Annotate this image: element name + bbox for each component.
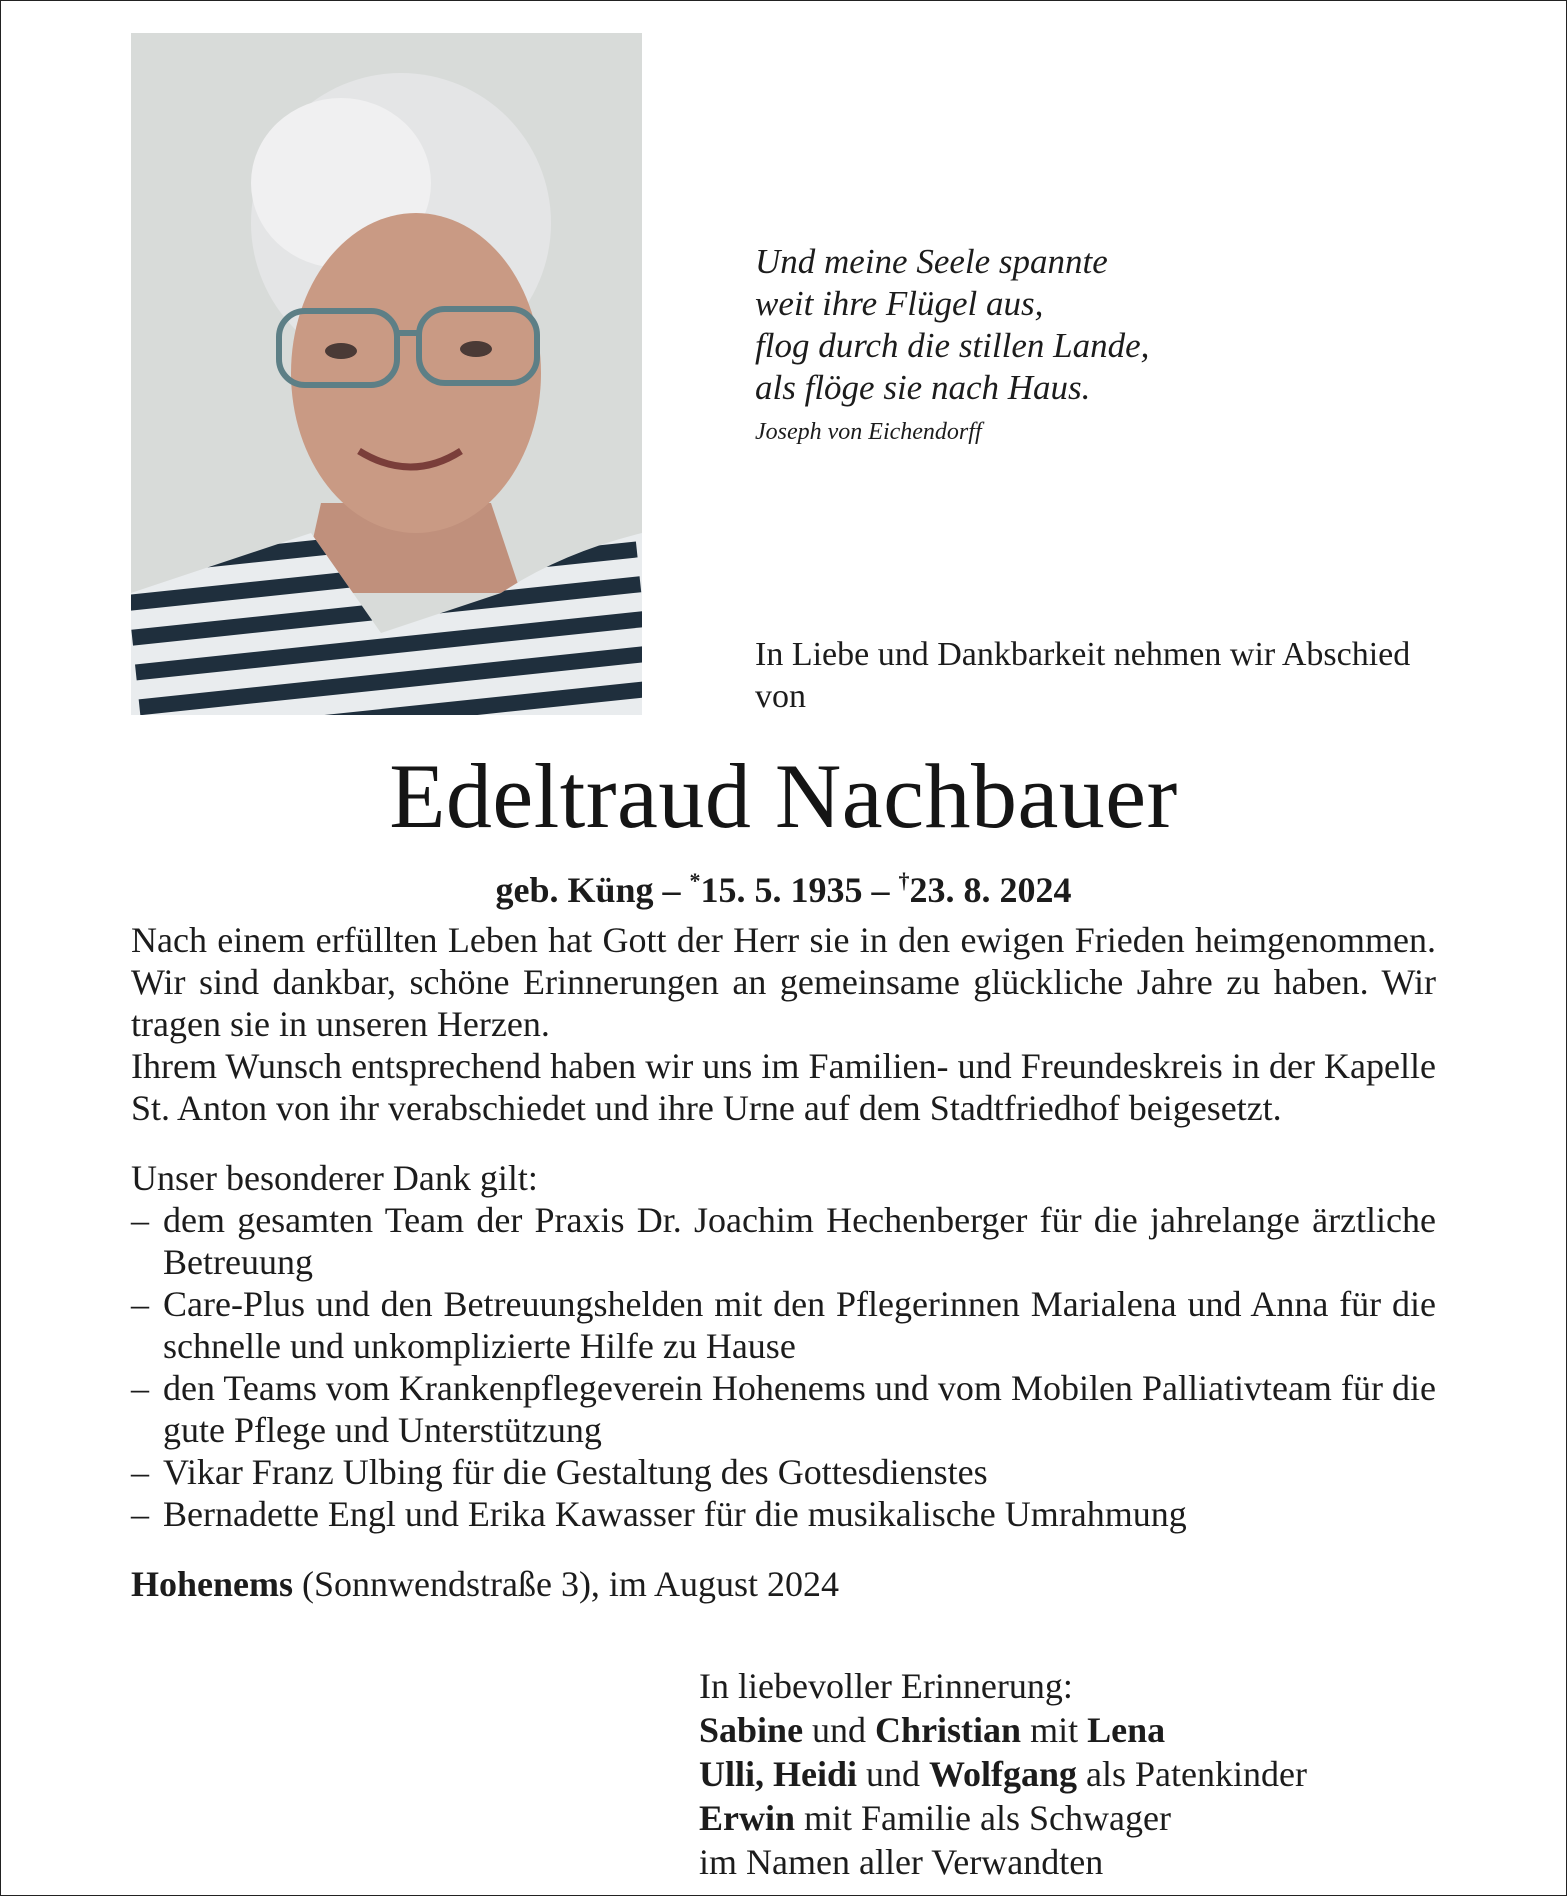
place-and-date xyxy=(131,1563,1436,1605)
address-date: (Sonnwendstraße 3), im August 2024 xyxy=(293,1564,839,1604)
list-item: – den Teams vom Krankenpflegeverein Hohenems und vom Mobilen Palliativteam für die gute Pflege und Unterstützung xyxy=(131,1367,1436,1451)
connector: mit xyxy=(1021,1710,1088,1750)
portrait-photo xyxy=(131,33,642,715)
life-dates xyxy=(1,859,1566,912)
relation: mit Familie als Schwager xyxy=(795,1798,1171,1838)
death-date: 23. 8. 2024 xyxy=(909,870,1072,910)
thanks-heading: Unser besonderer Dank gilt: xyxy=(131,1158,538,1198)
paragraph: Ihrem Wunsch entsprechend haben wir uns im Familien- und Freundeskreis in der Kapelle St. Anton von ihr verabschiedet und ihre Urne auf dem Stadtfriedhof beigesetzt. xyxy=(131,1046,1436,1128)
mourner-name: Lena xyxy=(1087,1710,1166,1750)
poem-quote xyxy=(755,241,1455,447)
farewell-intro: In Liebe und Dankbarkeit nehmen wir Abschied von xyxy=(755,636,1411,715)
dash: – xyxy=(662,870,681,910)
town: Hohenems xyxy=(131,1564,293,1604)
relation: als Patenkinder xyxy=(1077,1754,1307,1794)
mourner-name: Erwin xyxy=(699,1798,796,1838)
signoff-line: im Namen aller Verwandten xyxy=(699,1842,1104,1882)
signoff-line xyxy=(699,1708,1459,1752)
mourner-name: Sabine xyxy=(699,1710,804,1750)
quote-author: Joseph von Eichendorff xyxy=(755,419,982,445)
signoff-line xyxy=(699,1752,1459,1796)
thanks-list xyxy=(131,1199,1436,1535)
dash: – xyxy=(871,870,890,910)
list-item: – Care-Plus und den Betreuungshelden mit den Pflegerinnen Marialena und Anna für die schnelle und unkomplizierte Hilfe zu Hause xyxy=(131,1283,1436,1367)
mourner-name: Wolfgang xyxy=(929,1754,1078,1794)
birth-star-icon: * xyxy=(689,868,701,893)
maiden-name: geb. Küng xyxy=(495,870,654,910)
list-item: – dem gesamten Team der Praxis Dr. Joachim Hechenberger für die jahrelange ärztliche Betreuung xyxy=(131,1199,1436,1283)
signoff-heading: In liebevoller Erinnerung: xyxy=(699,1666,1073,1706)
paragraph: Nach einem erfüllten Leben hat Gott der Herr sie in den ewigen Frieden heimgenommen. Wir sind dankbar, schöne Erinnerungen an gemeinsame glückliche Jahre zu haben. Wir tragen sie in unseren Herzen. xyxy=(131,920,1436,1044)
list-item: – Vikar Franz Ulbing für die Gestaltung des Gottesdienstes xyxy=(131,1451,1436,1493)
connector: und xyxy=(857,1754,930,1794)
mourner-name: Ulli, Heidi xyxy=(699,1754,858,1794)
signoff xyxy=(699,1664,1459,1884)
quote-line: Und meine Seele spannte xyxy=(755,242,1108,281)
obituary-body xyxy=(131,919,1436,1605)
death-cross-icon: † xyxy=(898,868,910,893)
quote-line: flog durch die stillen Lande, xyxy=(755,326,1150,365)
quote-line: weit ihre Flügel aus, xyxy=(755,284,1044,323)
mourner-name: Christian xyxy=(875,1710,1022,1750)
portrait-illustration xyxy=(131,33,642,715)
list-item: – Bernadette Engl und Erika Kawasser für die musikalische Umrahmung xyxy=(131,1493,1436,1535)
birth-date: 15. 5. 1935 xyxy=(700,870,863,910)
deceased-name: Edeltraud Nachbauer xyxy=(389,745,1178,847)
signoff-line xyxy=(699,1796,1459,1840)
connector: und xyxy=(803,1710,876,1750)
quote-line: als flöge sie nach Haus. xyxy=(755,368,1091,407)
